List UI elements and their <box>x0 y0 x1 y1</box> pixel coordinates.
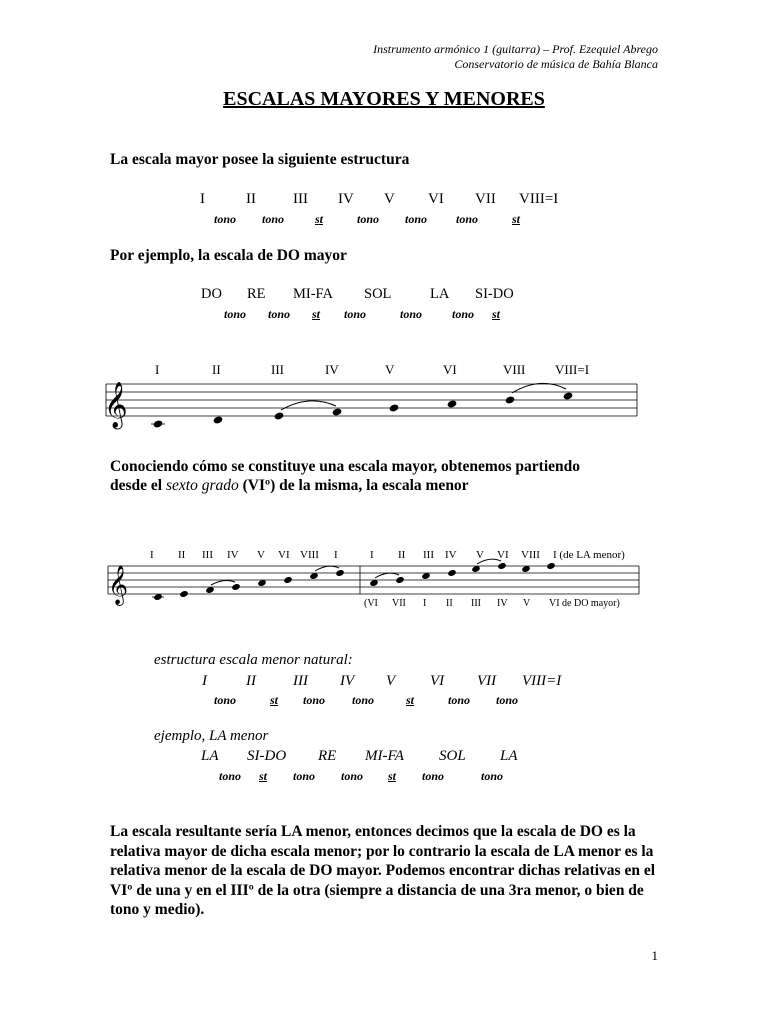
step-label: tono <box>448 693 471 707</box>
slur <box>315 566 339 571</box>
degree-label: VI <box>443 362 457 377</box>
note-name: RE <box>247 286 266 302</box>
note-head <box>471 565 480 573</box>
degree-label: VIII=I <box>519 191 559 207</box>
degree-label: VI <box>428 191 444 207</box>
minor-intro-text: (VIº) de la misma, la escala menor <box>238 477 469 494</box>
degree-label: I <box>155 362 160 377</box>
note-head <box>213 415 224 424</box>
note-head <box>257 579 266 587</box>
staff2-notes-left <box>152 569 345 601</box>
degree-label: IV <box>497 598 508 609</box>
step-label: tono <box>268 307 291 321</box>
degree-label: II <box>446 598 453 609</box>
note-head <box>369 579 378 587</box>
step-label: tono <box>214 693 237 707</box>
note-head <box>283 576 292 584</box>
degree-label: IV <box>227 549 239 561</box>
staff2-slurs <box>211 559 501 585</box>
degree-label: IV <box>445 549 457 561</box>
step-label: tono <box>303 693 326 707</box>
slur <box>375 573 399 578</box>
degree-label: III <box>471 598 481 609</box>
slur <box>512 383 566 393</box>
degree-label: VIII=I <box>555 362 590 377</box>
degree-label: I <box>150 549 154 561</box>
closing-paragraph: La escala resultante sería LA menor, entonces decimos que la escala de DO es la relativa mayor de dicha escala menor; por lo contrario la escala de LA menor es la relativa menor de la escala de DO mayor. Podemos encontrar dichas relativas en el VIº de una y en el IIIº de la otra (siempre a distancia de una 3ra menor, o bien de tono y medio). <box>110 823 656 918</box>
header-course: Instrumento armónico 1 (guitarra) – Prof. Ezequiel Abrego <box>373 42 658 56</box>
step-label: st <box>259 769 268 783</box>
degree-label: VI <box>497 549 509 561</box>
degree-label: I <box>202 673 207 689</box>
degree-label: VI <box>278 549 290 561</box>
sixth-degree-emphasis: sexto grado <box>165 477 239 494</box>
step-label: tono <box>224 307 247 321</box>
staff2-lines <box>108 566 639 594</box>
minor-intro-text: desde el <box>110 477 166 494</box>
step-label: st <box>270 693 279 707</box>
note-name: SOL <box>364 286 392 302</box>
step-label: tono <box>344 307 367 321</box>
note-name: RE <box>318 748 337 764</box>
treble-clef-icon: 𝄞 <box>104 382 128 428</box>
note-name: DO <box>201 286 222 302</box>
step-label: st <box>512 212 521 226</box>
staff2-notes-right <box>369 562 555 587</box>
note-head <box>505 395 516 404</box>
degree-label: VII <box>392 598 406 609</box>
staff1-lines <box>106 384 637 416</box>
degree-label: I (de LA menor) <box>553 549 625 561</box>
note-head <box>274 411 285 420</box>
degree-label: VII <box>477 673 497 689</box>
degree-label: IV <box>340 673 355 689</box>
degree-label: VI de DO mayor) <box>549 598 620 609</box>
degree-label: (VI <box>364 598 378 609</box>
note-name: MI-FA <box>365 748 404 764</box>
step-label: tono <box>481 769 504 783</box>
major-intro: La escala mayor posee la siguiente estructura <box>110 151 410 168</box>
staff1-slurs <box>281 383 566 410</box>
note-head <box>179 590 188 598</box>
note-head <box>546 562 555 570</box>
staff1-notes <box>151 391 573 428</box>
step-label: tono <box>496 693 519 707</box>
step-label: tono <box>452 307 475 321</box>
example-intro: Por ejemplo, la escala de DO mayor <box>110 247 347 264</box>
step-label: tono <box>293 769 316 783</box>
note-head <box>205 586 214 594</box>
note-head <box>335 569 344 577</box>
note-head <box>332 407 343 416</box>
note-head <box>421 572 430 580</box>
note-head <box>447 569 456 577</box>
degree-label: VII <box>475 191 496 207</box>
degree-label: III <box>202 549 213 561</box>
degree-label: IV <box>338 191 354 207</box>
degree-label: VIII <box>503 362 526 377</box>
step-label: tono <box>357 212 380 226</box>
page-title: ESCALAS MAYORES Y MENORES <box>223 88 545 110</box>
degree-label: II <box>398 549 406 561</box>
degree-label: II <box>212 362 221 377</box>
note-name: SOL <box>439 748 466 764</box>
step-label: tono <box>352 693 375 707</box>
note-head <box>395 576 404 584</box>
note-head <box>521 565 530 573</box>
note-head <box>563 391 574 400</box>
step-label: tono <box>405 212 428 226</box>
step-label: st <box>492 307 501 321</box>
step-label: tono <box>400 307 423 321</box>
step-label: tono <box>219 769 242 783</box>
note-name: LA <box>500 748 518 764</box>
note-name: LA <box>430 286 450 302</box>
treble-clef-icon: 𝄞 <box>108 565 129 605</box>
degree-label: III <box>271 362 284 377</box>
step-label: tono <box>262 212 285 226</box>
degree-label: I <box>200 191 205 207</box>
step-label: st <box>312 307 321 321</box>
step-label: st <box>406 693 415 707</box>
minor-intro-line1: Conociendo cómo se constituye una escala mayor, obtenemos partiendo <box>110 458 581 475</box>
slur <box>211 581 235 585</box>
minor-intro-line2 <box>110 476 670 495</box>
page-number: 1 <box>651 948 658 963</box>
step-label: st <box>315 212 324 226</box>
header-institution: Conservatorio de música de Bahía Blanca <box>454 57 658 71</box>
degree-label: II <box>246 191 256 207</box>
note-name: SI-DO <box>475 286 514 302</box>
note-name: MI-FA <box>293 286 334 302</box>
degree-label: II <box>178 549 186 561</box>
step-label: tono <box>214 212 237 226</box>
degree-label: I <box>370 549 374 561</box>
degree-label: II <box>246 673 256 689</box>
note-head <box>389 403 400 412</box>
degree-label: IV <box>325 362 339 377</box>
note-head <box>231 583 240 591</box>
note-head <box>153 593 162 601</box>
degree-label: V <box>257 549 265 561</box>
step-label: tono <box>341 769 364 783</box>
note-head <box>497 562 506 570</box>
note-head <box>309 572 318 580</box>
degree-label: VI <box>430 673 445 689</box>
step-label: tono <box>422 769 445 783</box>
degree-label: V <box>386 673 396 689</box>
la-minor-label: ejemplo, LA menor <box>154 728 269 744</box>
degree-label: III <box>423 549 434 561</box>
step-label: tono <box>456 212 479 226</box>
degree-label: V <box>523 598 531 609</box>
degree-label: V <box>384 191 395 207</box>
step-label: st <box>388 769 397 783</box>
degree-label: III <box>293 191 308 207</box>
degree-label: V <box>385 362 395 377</box>
degree-label: III <box>293 673 308 689</box>
note-name: LA <box>201 748 219 764</box>
natural-minor-label: estructura escala menor natural: <box>154 652 353 668</box>
page-header <box>373 42 658 72</box>
minor-intro <box>110 457 670 495</box>
degree-label: VIII <box>300 549 319 561</box>
degree-label: VIII=I <box>522 673 562 689</box>
degree-label: VIII <box>521 549 540 561</box>
slur <box>281 401 336 410</box>
note-head <box>447 399 458 408</box>
degree-label: I <box>423 598 427 609</box>
note-head <box>153 419 164 428</box>
degree-label: I <box>334 549 338 561</box>
degree-label: V <box>476 549 484 561</box>
note-name: SI-DO <box>247 748 287 764</box>
